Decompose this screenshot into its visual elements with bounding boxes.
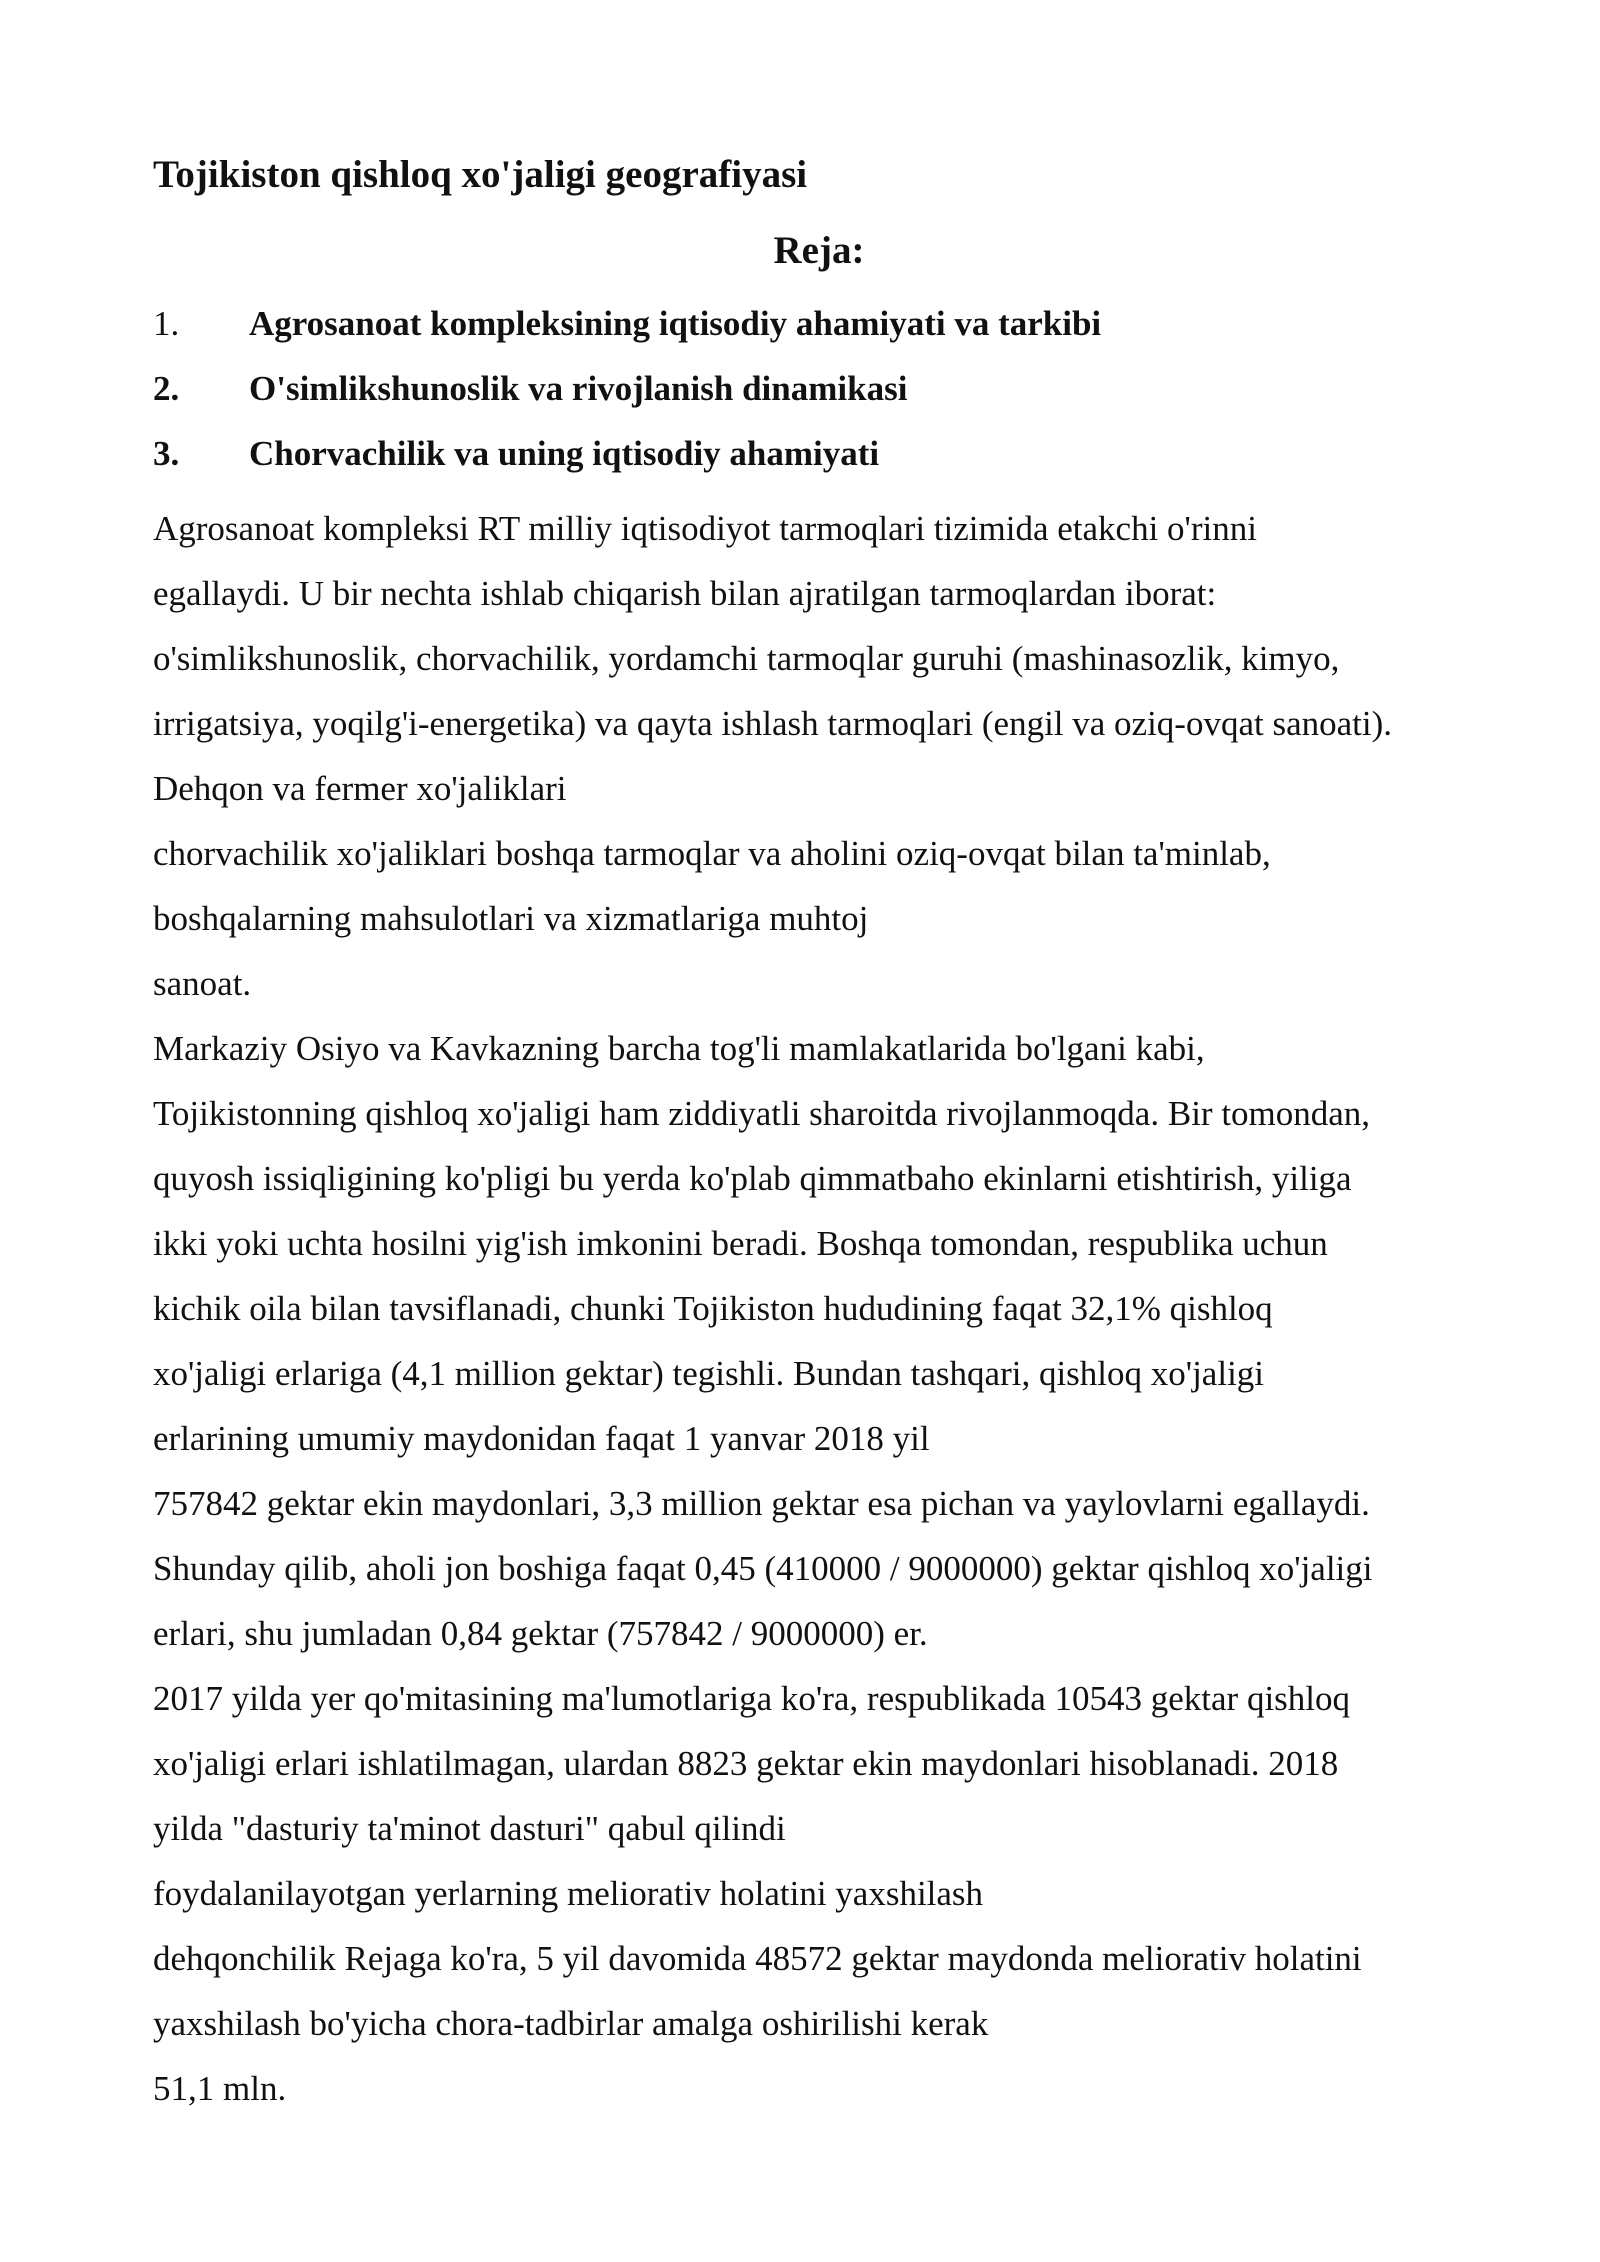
text-line: ikki yoki uchta hosilni yig'ish imkonini beradi. Boshqa tomondan, respublika uchun — [153, 1224, 1328, 1263]
text-line: egallaydi. U bir nechta ishlab chiqarish bilan ajratilgan tarmoqlardan iborat: — [153, 574, 1217, 613]
text-line: quyosh issiqligining ko'pligi bu yerda ko'plab qimmatbaho ekinlarni etishtirish, yiliga — [153, 1159, 1352, 1198]
text-line: kichik oila bilan tavsiflanadi, chunki Tojikiston hududining faqat 32,1% qishloq — [153, 1289, 1273, 1328]
document-title: Tojikiston qishloq xo'jaligi geografiyasi — [153, 153, 808, 196]
text-line: yaxshilash bo'yicha chora-tadbirlar amalga oshirilishi kerak — [153, 2004, 989, 2043]
plan-item-number: 3. — [153, 434, 180, 473]
plan-item — [153, 368, 907, 410]
plan-item-text: Chorvachilik va uning iqtisodiy ahamiyati — [249, 434, 880, 473]
text-line: xo'jaligi erlari ishlatilmagan, ulardan 8823 gektar ekin maydonlari hisoblanadi. 2018 — [153, 1744, 1339, 1783]
text-line: 757842 gektar ekin maydonlari, 3,3 million gektar esa pichan va yaylovlarni egallaydi. — [153, 1484, 1370, 1523]
plan-item — [153, 433, 879, 475]
text-line: sanoat. — [153, 964, 252, 1003]
text-line: xo'jaligi erlariga (4,1 million gektar) tegishli. Bundan tashqari, qishloq xo'jaligi — [153, 1354, 1265, 1393]
plan-heading: Reja: — [773, 229, 865, 272]
text-line: Shunday qilib, aholi jon boshiga faqat 0,45 (410000 / 9000000) gektar qishloq xo'jaligi — [153, 1549, 1373, 1588]
text-line: dehqonchilik Rejaga ko'ra, 5 yil davomida 48572 gektar maydonda meliorativ holatini — [153, 1939, 1362, 1978]
plan-item-number: 1. — [153, 304, 180, 343]
plan-item-text: Agrosanoat kompleksining iqtisodiy ahamiyati va tarkibi — [249, 304, 1102, 343]
text-line: erlari, shu jumladan 0,84 gektar (757842 / 9000000) er. — [153, 1614, 928, 1653]
text-line: Tojikistonning qishloq xo'jaligi ham ziddiyatli sharoitda rivojlanmoqda. Bir tomondan, — [153, 1094, 1371, 1133]
text-line: Markaziy Osiyo va Kavkazning barcha tog'li mamlakatlarida bo'lgani kabi, — [153, 1029, 1205, 1068]
text-line: chorvachilik xo'jaliklari boshqa tarmoqlar va aholini oziq-ovqat bilan ta'minlab, — [153, 834, 1271, 873]
text-line: 51,1 mln. — [153, 2069, 287, 2108]
text-line: Agrosanoat kompleksi RT milliy iqtisodiyot tarmoqlari tizimida etakchi o'rinni — [153, 509, 1257, 548]
text-line: boshqalarning mahsulotlari va xizmatlariga muhtoj — [153, 899, 869, 938]
text-line: foydalanilayotgan yerlarning meliorativ holatini yaxshilash — [153, 1874, 984, 1913]
text-line: o'simlikshunoslik, chorvachilik, yordamchi tarmoqlar guruhi (mashinasozlik, kimyo, — [153, 639, 1340, 678]
text-line: yilda "dasturiy ta'minot dasturi" qabul qilindi — [153, 1809, 786, 1848]
text-line: Dehqon va fermer xo'jaliklari — [153, 769, 567, 808]
text-line: erlarining umumiy maydonidan faqat 1 yanvar 2018 yil — [153, 1419, 930, 1458]
plan-item-text: O'simlikshunoslik va rivojlanish dinamikasi — [249, 369, 908, 408]
body-text — [153, 496, 1533, 2121]
text-line: 2017 yilda yer qo'mitasining ma'lumotlariga ko'ra, respublikada 10543 gektar qishloq — [153, 1679, 1351, 1718]
plan-item — [153, 303, 1101, 345]
text-line: irrigatsiya, yoqilg'i-energetika) va qayta ishlash tarmoqlari (engil va oziq-ovqat sanoati). — [153, 704, 1393, 743]
plan-item-number: 2. — [153, 369, 180, 408]
